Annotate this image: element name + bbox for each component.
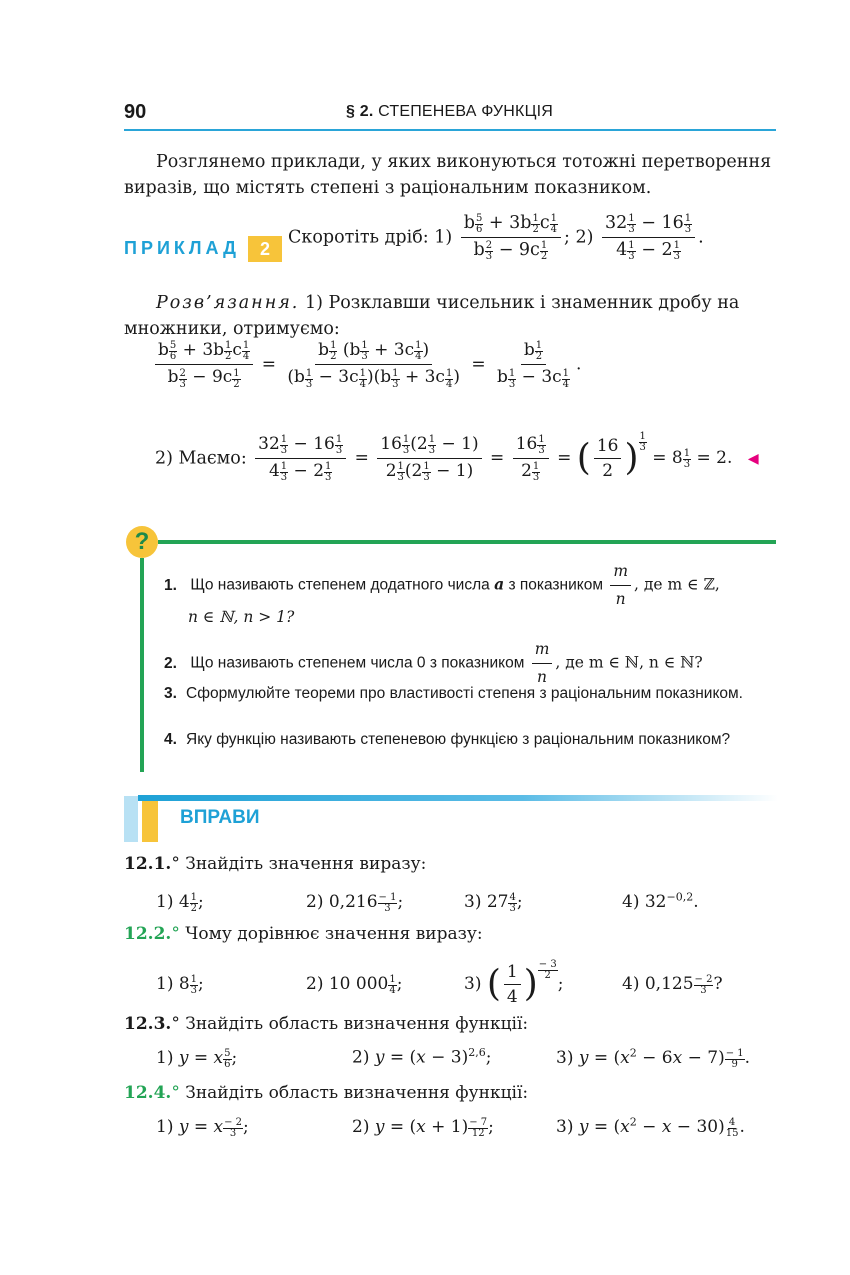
part2-prefix: 2) Маємо: xyxy=(155,448,247,469)
exercise-12-1-items: 1) 4 $\frac{1}{2}$ ; 2) 0,216 $\frac{- 1}{3}$ ; 3) 27 $\frac{4}{3}$ ; 4) $32^{-0,2}$. xyxy=(156,890,699,914)
header-rule xyxy=(124,129,776,131)
task-text: Скоротіть дріб: 1) xyxy=(288,227,453,248)
result-text: = 2. xyxy=(696,448,733,468)
example-label: ПРИКЛАД xyxy=(124,238,240,258)
page-number: 90 xyxy=(124,101,147,123)
task-part2: ; 2) xyxy=(564,227,594,248)
question-1-line-2: n ∈ ℕ, n > 1? xyxy=(188,608,295,626)
exercises-banner-bar xyxy=(138,795,778,801)
exercises-banner-yellow xyxy=(142,796,158,842)
exercise-12-2-items: 1) 8 $\frac{1}{3}$ ; 2) 10 000 $\frac{1}{4}$ ; 3) ( $\frac{1}{4}$ ) $\frac{- 3}{2}$ ; 4) 0,125 $\frac{- 2}{3}$ ? xyxy=(156,959,723,1007)
exercise-12-3: 12.3.° Знайдіть область визначення функції: xyxy=(124,1014,529,1034)
solution-equation-1: b $\frac{5}{6}$ + 3b $\frac{1}{2}$ c $\frac{1}{4}$ b $\frac{2}{3}$ − 9c $\frac{1}{2}$ = b $\frac{1}{2}$ (b $\frac{1}{3}$ + 3c $\frac{1}{4}$ ) (b $\frac{1}{3}$ − 3c $\frac{1}{4}$ )(b $\frac{1}{3}$ + 3c $\frac{1}{4}$ ) = b $\frac{1}{2}$ b $\frac{1}{3}$ − 3c $\frac{1}{4}$ . xyxy=(152,340,581,390)
solution-paragraph xyxy=(124,290,776,342)
question-icon: ? xyxy=(126,526,158,558)
task-fraction-1: b $\frac{5}{6}$ + 3b $\frac{1}{2}$ c $\frac{1}{4}$ b $\frac{2}{3}$ − 9c $\frac{1}{2}$ xyxy=(461,213,561,262)
exercises-banner-blue xyxy=(124,796,138,842)
exercise-12-3-items: 1) y = x $\frac{5}{6}$ ; 2) $y = (x - 3)^{2,6}$; 3) $y = (x^2 - 6x - 7)$ $\frac{- 1}{9}$ . xyxy=(156,1046,751,1070)
exercise-12-4-items: 1) y = x $\frac{- 2}{3}$ ; 2) y = (x + 1) $\frac{- 7}{12}$ ; 3) $y = (x^2 - x - 30)$ $\frac{4}{15}$ . xyxy=(156,1115,745,1139)
exercise-12-2: 12.2.° Чому дорівнює значення виразу: xyxy=(124,924,483,944)
question-2: 2. Що називають степенем числа 0 з показником $\frac{m}{n}$ , де m ∈ ℕ, n ∈ ℕ? xyxy=(164,640,703,686)
example-task: Скоротіть дріб: 1) b $\frac{5}{6}$ + 3b $\frac{1}{2}$ c $\frac{1}{4}$ b $\frac{2}{3}$ − 9c $\frac{1}{2}$ ; 2) 32 $\frac{1}{3}$ − 16 $\frac{1}{3}$ 4 $\frac{1}{3}$ − 2 $\frac{1}{3}$ . xyxy=(288,213,704,263)
solution-equation-2: 2) Маємо: 32 $\frac{1}{3}$ − 16 $\frac{1}{3}$ 4 $\frac{1}{3}$ − 2 $\frac{1}{3}$ = 16 $\frac{1}{3}$ (2 $\frac{1}{3}$ − 1) 2 $\frac{1}{3}$ (2 $\frac{1}{3}$ − 1) = 16 $\frac{1}{3}$ 2 $\frac{1}{3}$ = ( $\frac{16}{2}$ ) $\frac{1}{3}$ = 8 $\frac{1}{3}$ = 2. ◀ xyxy=(155,431,759,484)
solution-label: Розв’язання. xyxy=(156,293,300,313)
questions-side-rule xyxy=(140,558,144,772)
task-fraction-2: 32 $\frac{1}{3}$ − 16 $\frac{1}{3}$ 4 $\frac{1}{3}$ − 2 $\frac{1}{3}$ xyxy=(602,213,695,262)
intro-paragraph: Розглянемо приклади, у яких виконуються тотожні перетворення виразів, що містять степені з раціональним показником. xyxy=(124,152,772,198)
question-3: 3. Сформулюйте теореми про властивості степеня з раціональним показником. xyxy=(164,685,743,702)
end-marker-icon: ◀ xyxy=(747,451,759,467)
solution-text: 1) Розклавши чисельник і знаменник дробу на множники, отримуємо: xyxy=(124,293,740,339)
section-title: СТЕПЕНЕВА ФУНКЦІЯ xyxy=(378,103,554,120)
example-number: 2 xyxy=(248,236,282,262)
question-1: 1. Що називають степенем додатного числа a з показником $\frac{m}{n}$ , де m ∈ ℤ, xyxy=(164,562,720,608)
section-mark: § 2. xyxy=(346,103,374,120)
exercise-12-4: 12.4.° Знайдіть область визначення функції: xyxy=(124,1083,529,1103)
exercise-12-1: 12.1.° Знайдіть значення виразу: xyxy=(124,854,427,874)
question-4: 4. Яку функцію називають степеневою функцією з раціональним показником? xyxy=(164,731,731,748)
questions-rule xyxy=(158,540,776,544)
exercises-title: ВПРАВИ xyxy=(180,807,260,828)
running-header xyxy=(346,103,553,121)
